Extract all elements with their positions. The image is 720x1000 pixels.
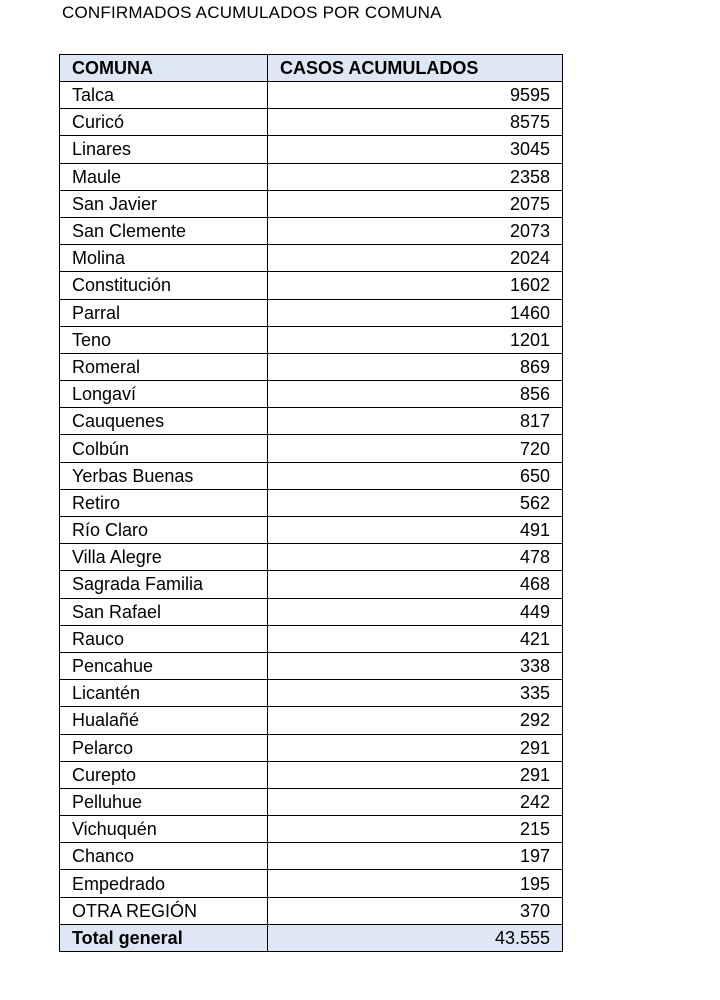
casos-cell: 1460	[268, 299, 563, 326]
casos-cell: 9595	[268, 82, 563, 109]
comuna-cell: Cauquenes	[60, 408, 268, 435]
table-row	[60, 381, 563, 408]
table-row	[60, 816, 563, 843]
table-row	[60, 489, 563, 516]
comuna-cell: Yerbas Buenas	[60, 462, 268, 489]
comuna-cell: Linares	[60, 136, 268, 163]
comuna-cell: Constitución	[60, 272, 268, 299]
casos-cell: 2073	[268, 217, 563, 244]
casos-cell: 720	[268, 435, 563, 462]
casos-cell: 8575	[268, 109, 563, 136]
table-row	[60, 299, 563, 326]
casos-cell: 2358	[268, 163, 563, 190]
casos-cell: 478	[268, 544, 563, 571]
cases-table	[59, 54, 563, 952]
casos-cell: 242	[268, 788, 563, 815]
comuna-cell: Colbún	[60, 435, 268, 462]
page-title: CONFIRMADOS ACUMULADOS POR COMUNA	[62, 3, 442, 22]
casos-cell: 468	[268, 571, 563, 598]
table-row	[60, 136, 563, 163]
comuna-cell: Pencahue	[60, 652, 268, 679]
casos-cell: 817	[268, 408, 563, 435]
table-row	[60, 897, 563, 924]
casos-cell: 2024	[268, 245, 563, 272]
comuna-cell: San Clemente	[60, 217, 268, 244]
casos-cell: 370	[268, 897, 563, 924]
table-row	[60, 82, 563, 109]
casos-cell: 2075	[268, 190, 563, 217]
table-row	[60, 707, 563, 734]
table-row	[60, 544, 563, 571]
comuna-cell: OTRA REGIÓN	[60, 897, 268, 924]
comuna-cell: Vichuquén	[60, 816, 268, 843]
casos-cell: 292	[268, 707, 563, 734]
table-row	[60, 272, 563, 299]
comuna-cell: Río Claro	[60, 517, 268, 544]
casos-cell: 291	[268, 761, 563, 788]
comuna-cell: Hualañé	[60, 707, 268, 734]
comuna-cell: Maule	[60, 163, 268, 190]
comuna-cell: Curicó	[60, 109, 268, 136]
table-row	[60, 843, 563, 870]
casos-cell: 491	[268, 517, 563, 544]
comuna-cell: San Javier	[60, 190, 268, 217]
table-row	[60, 326, 563, 353]
table-row	[60, 517, 563, 544]
table-row	[60, 109, 563, 136]
comuna-cell: Longaví	[60, 381, 268, 408]
table-row	[60, 353, 563, 380]
comuna-cell: Pelluhue	[60, 788, 268, 815]
casos-cell: 562	[268, 489, 563, 516]
comuna-cell: Sagrada Familia	[60, 571, 268, 598]
comuna-cell: Romeral	[60, 353, 268, 380]
comuna-cell: Parral	[60, 299, 268, 326]
comuna-cell: Teno	[60, 326, 268, 353]
comuna-cell: Chanco	[60, 843, 268, 870]
casos-cell: 856	[268, 381, 563, 408]
comuna-cell: Rauco	[60, 625, 268, 652]
comuna-cell: Empedrado	[60, 870, 268, 897]
casos-cell: 869	[268, 353, 563, 380]
casos-cell: 335	[268, 680, 563, 707]
table-row	[60, 435, 563, 462]
casos-cell: 338	[268, 652, 563, 679]
comuna-cell: Molina	[60, 245, 268, 272]
table-row	[60, 408, 563, 435]
comuna-cell: San Rafael	[60, 598, 268, 625]
table-header-row	[60, 55, 563, 82]
table-row	[60, 625, 563, 652]
total-row	[60, 924, 563, 951]
casos-cell: 650	[268, 462, 563, 489]
table-row	[60, 734, 563, 761]
total-label: Total general	[60, 924, 268, 951]
casos-cell: 449	[268, 598, 563, 625]
casos-cell: 421	[268, 625, 563, 652]
comuna-cell: Curepto	[60, 761, 268, 788]
table-row	[60, 652, 563, 679]
casos-cell: 3045	[268, 136, 563, 163]
table-row	[60, 680, 563, 707]
table-row	[60, 217, 563, 244]
comuna-cell: Retiro	[60, 489, 268, 516]
table-row	[60, 761, 563, 788]
comuna-cell: Licantén	[60, 680, 268, 707]
comuna-cell: Talca	[60, 82, 268, 109]
table-body	[60, 82, 563, 952]
table-row	[60, 462, 563, 489]
table-row	[60, 163, 563, 190]
casos-cell: 291	[268, 734, 563, 761]
table-row	[60, 598, 563, 625]
casos-cell: 1201	[268, 326, 563, 353]
comuna-cell: Pelarco	[60, 734, 268, 761]
table-row	[60, 870, 563, 897]
table-row	[60, 788, 563, 815]
comuna-cell: Villa Alegre	[60, 544, 268, 571]
table-row	[60, 190, 563, 217]
casos-cell: 1602	[268, 272, 563, 299]
table-row	[60, 571, 563, 598]
casos-cell: 215	[268, 816, 563, 843]
casos-cell: 195	[268, 870, 563, 897]
column-header-casos: CASOS ACUMULADOS	[268, 55, 563, 82]
table-row	[60, 245, 563, 272]
column-header-comuna: COMUNA	[60, 55, 268, 82]
casos-cell: 197	[268, 843, 563, 870]
total-value: 43.555	[268, 924, 563, 951]
